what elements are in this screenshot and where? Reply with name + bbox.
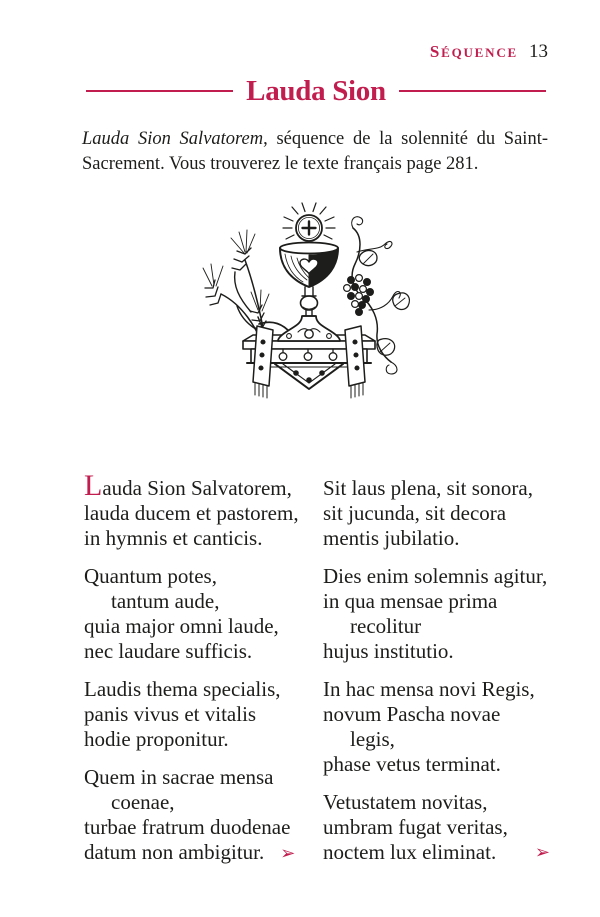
verse-line: coenae, xyxy=(111,790,175,814)
verse-line: Dies enim solemnis agitur, xyxy=(323,564,548,588)
title-rule-right xyxy=(399,90,546,92)
verse-line: in qua mensae prima xyxy=(323,589,498,613)
continuation-arrow-icon: ➢ xyxy=(280,843,296,864)
intro-line-2: Sacrement. Vous trouverez le texte français page 281. xyxy=(82,154,479,174)
verse-line: novum Pascha novae xyxy=(323,702,501,726)
title-rule-left xyxy=(86,90,233,92)
verse-line: phase vetus terminat. xyxy=(323,752,501,776)
left-column xyxy=(84,469,323,866)
verse-line: turbae fratrum duodenae xyxy=(84,815,291,839)
stanza xyxy=(84,677,323,752)
verse-line: legis, xyxy=(350,727,395,751)
right-column xyxy=(323,476,550,866)
verse-line: tantum aude, xyxy=(111,589,220,613)
chapter-title-row xyxy=(86,76,546,106)
verse-line: recolitur xyxy=(350,614,422,638)
continuation-arrow-icon: ➢ xyxy=(534,842,550,863)
verse-line: quia major omni laude, xyxy=(84,614,279,638)
page-number: 13 xyxy=(529,41,548,62)
radiant-host-drawing xyxy=(283,203,335,241)
verse-line: Quantum potes, xyxy=(84,564,217,588)
chalice-drawing xyxy=(278,243,340,342)
stanza xyxy=(323,790,550,865)
verse-line: panis vivus et vitalis xyxy=(84,702,257,726)
verse-line: nec laudare sufficis. xyxy=(84,639,253,663)
verse-line: Laudis thema specialis, xyxy=(84,677,281,701)
verse-line: Sit laus plena, sit sonora, xyxy=(323,476,533,500)
stanza xyxy=(323,677,550,777)
section-label-rest: ÉQUENCE xyxy=(441,45,518,60)
verse-line: noctem lux eliminat. ➢ xyxy=(323,840,550,864)
stanza xyxy=(323,476,550,551)
stanza xyxy=(84,564,323,664)
verse-line: lauda ducem et pastorem, xyxy=(84,501,299,525)
verse-line: Vetustatem novitas, xyxy=(323,790,488,814)
running-header xyxy=(430,41,548,63)
verse-line: Lauda Sion Salvatorem, xyxy=(84,469,292,502)
verse-line: mentis jubilatio. xyxy=(323,526,460,550)
verse-line: umbram fugat veritas, xyxy=(323,815,508,839)
sequence-text xyxy=(84,469,550,866)
verse-line: Quem in sacrae mensa xyxy=(84,765,274,789)
intro-italic-lead: Lauda Sion Salvatorem xyxy=(82,129,264,149)
page-title: Lauda Sion xyxy=(246,75,386,107)
intro-line1-rest: , séquence de la solennité du Saint- xyxy=(263,129,548,149)
intro-line-1 xyxy=(82,127,548,152)
intro-paragraph xyxy=(82,127,548,177)
verse-line: in hymnis et canticis. xyxy=(84,526,263,550)
stanza xyxy=(84,469,323,551)
section-label xyxy=(430,44,518,61)
stanza xyxy=(323,564,550,664)
verse-line: hodie proponitur. xyxy=(84,727,229,751)
chalice-engraving-illustration xyxy=(201,202,413,404)
stanza xyxy=(84,765,323,866)
verse-line: sit jucunda, sit decora xyxy=(323,501,507,525)
verse-line: datum non ambigitur. ➢ xyxy=(84,840,296,864)
verse-line: In hac mensa novi Regis, xyxy=(323,677,535,701)
section-label-initial: S xyxy=(429,42,442,61)
initial-capital: L xyxy=(84,469,103,502)
verse-line: hujus institutio. xyxy=(323,639,454,663)
